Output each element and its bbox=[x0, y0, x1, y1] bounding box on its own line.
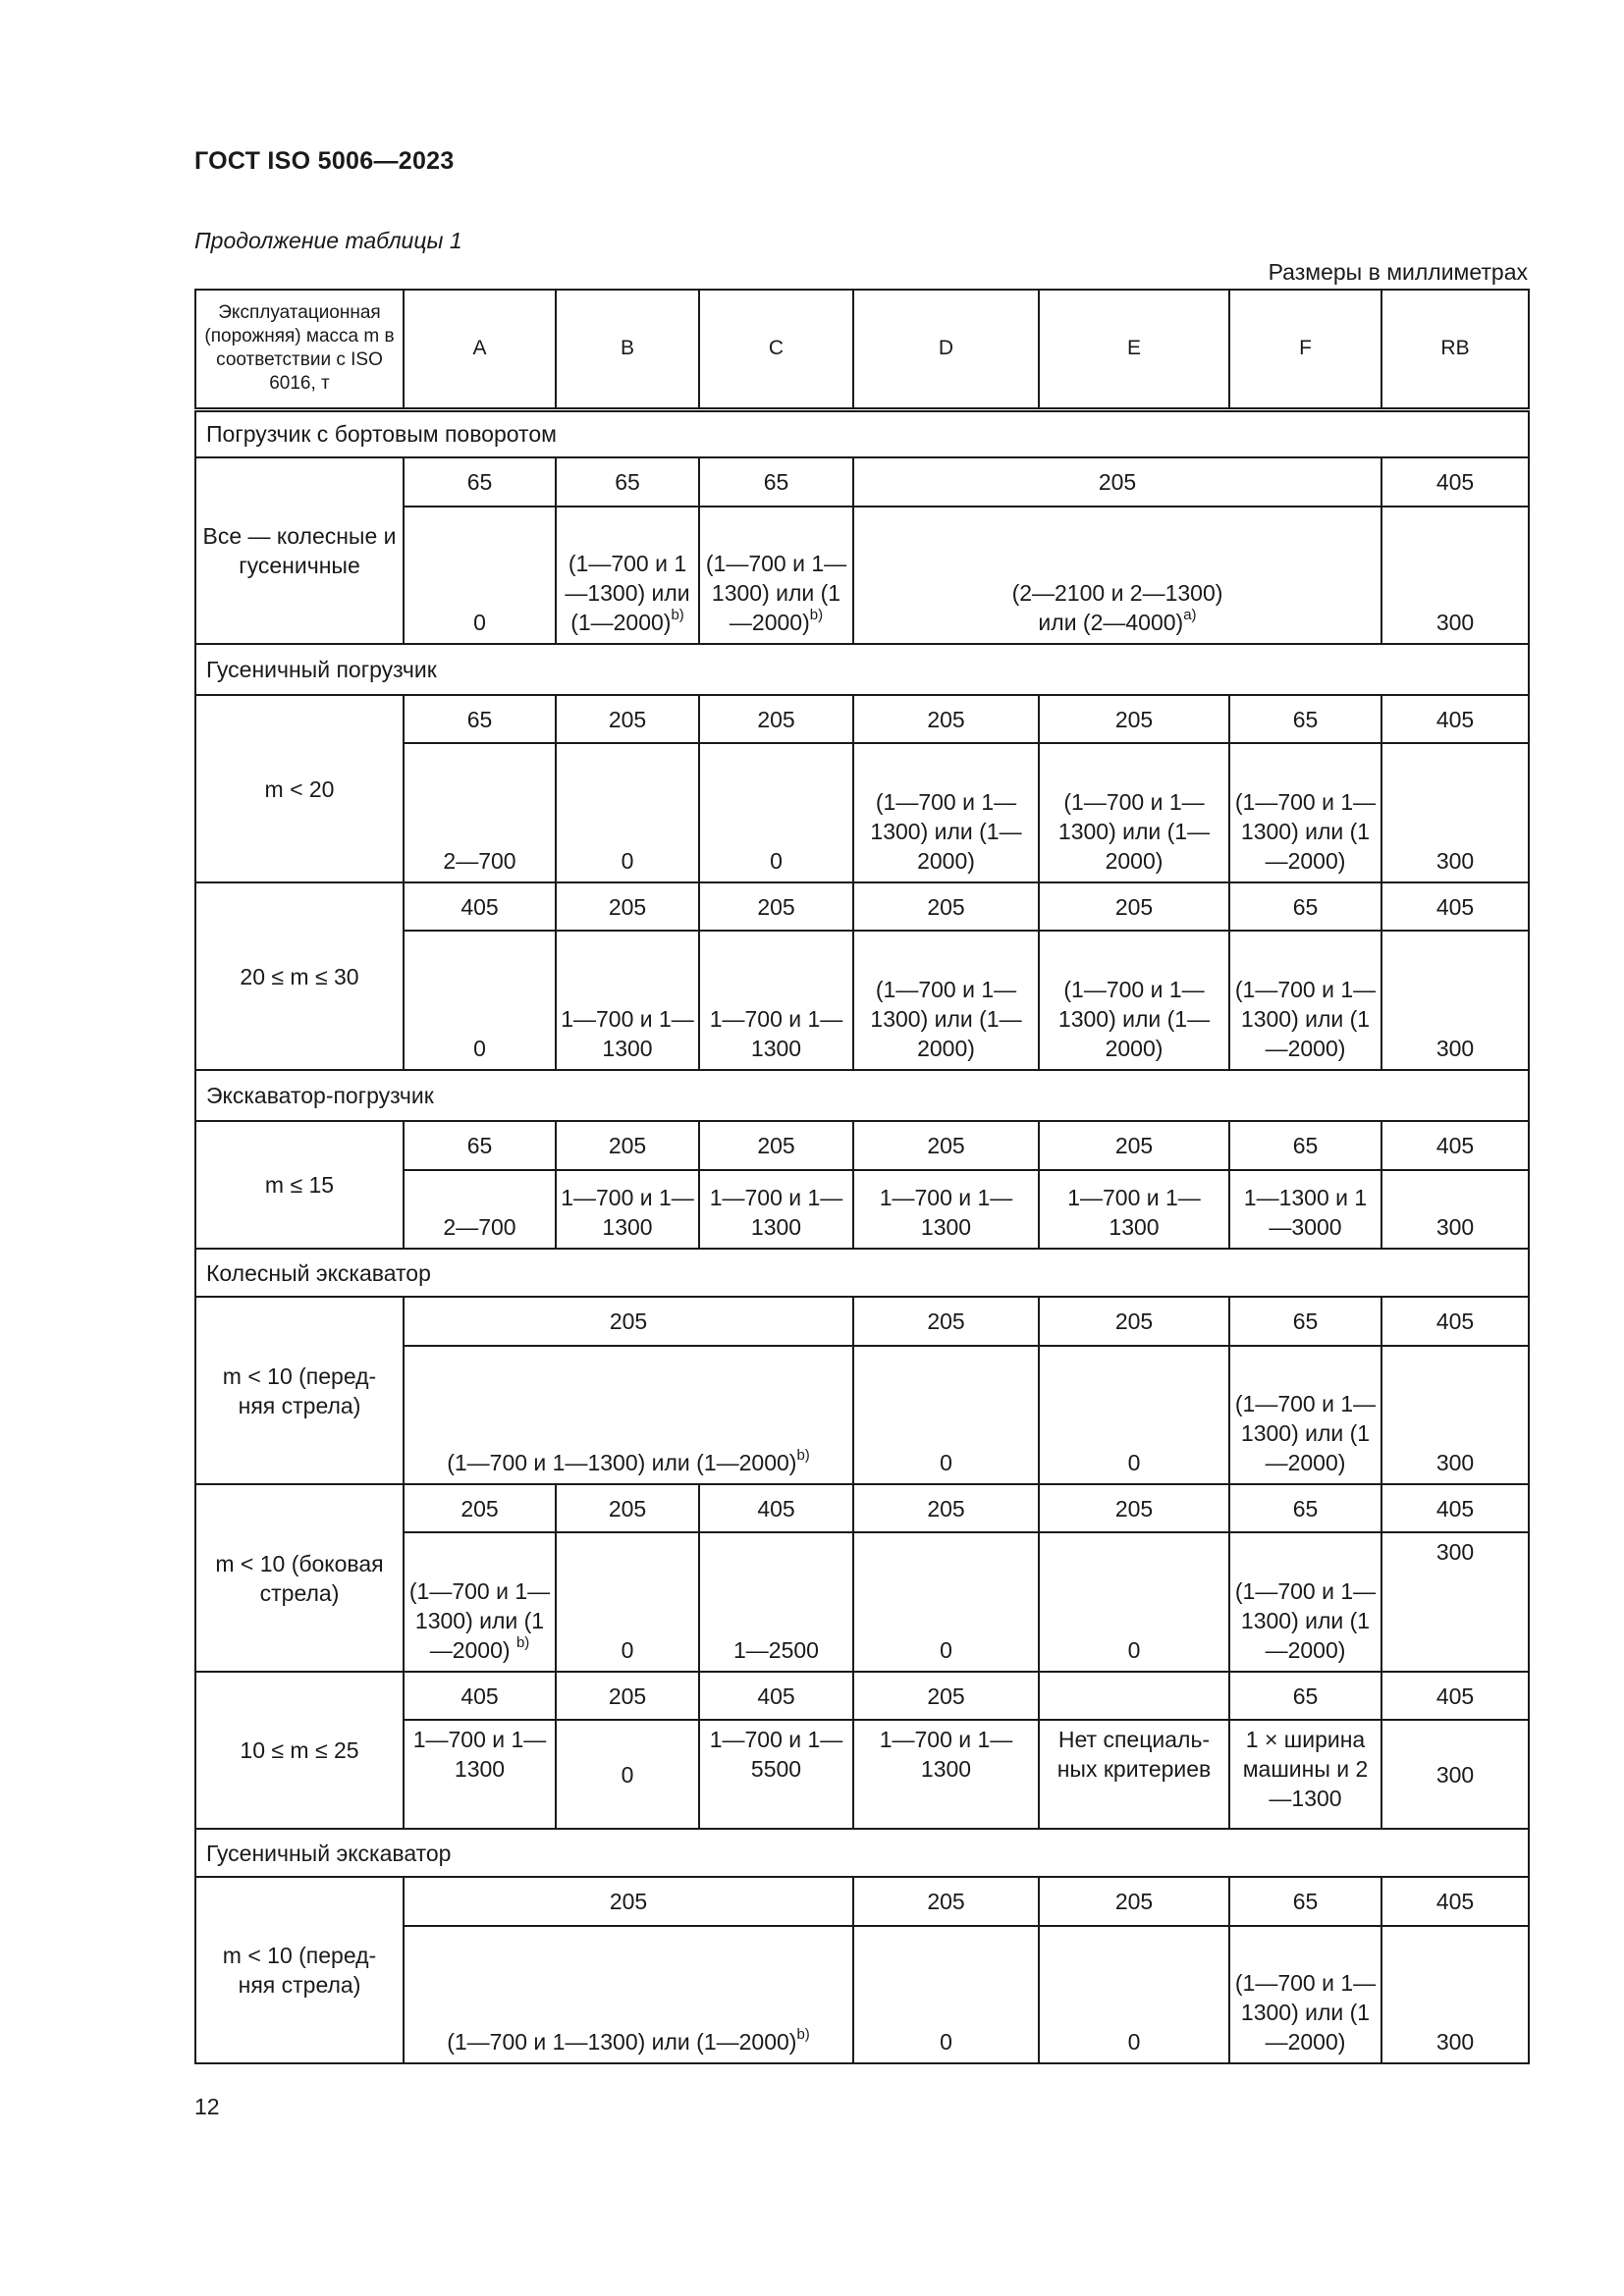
value-cell: 300 bbox=[1381, 1346, 1529, 1484]
value-cell: 205 bbox=[853, 695, 1039, 743]
value-cell: 300 bbox=[1381, 931, 1529, 1070]
table-row bbox=[195, 882, 1529, 931]
value-cell: 205 bbox=[556, 1672, 699, 1720]
category-label: Гусеничный экскаватор bbox=[195, 1829, 1529, 1877]
value-cell: 205 bbox=[699, 695, 853, 743]
value-cell: 405 bbox=[1381, 1877, 1529, 1926]
value-cell: 1—700 и 1—1300 bbox=[699, 931, 853, 1070]
value-cell: 0 bbox=[1039, 1346, 1229, 1484]
category-row bbox=[195, 644, 1529, 695]
value-cell: 65 bbox=[1229, 1297, 1381, 1346]
value-cell: 1—700 и 1—1300 bbox=[556, 931, 699, 1070]
value-cell: 65 bbox=[404, 695, 556, 743]
value-cell: 65 bbox=[1229, 882, 1381, 931]
mass-cell: m < 10 (перед-няя стрела) bbox=[195, 1877, 404, 2063]
value-cell: 405 bbox=[699, 1672, 853, 1720]
table-row bbox=[195, 1121, 1529, 1170]
value-cell: (1—700 и 1—1300) или (1—2000) bbox=[1229, 1346, 1381, 1484]
value-cell: 0 bbox=[556, 1532, 699, 1672]
value-cell: 1—700 и 1—1300 bbox=[853, 1170, 1039, 1249]
table-row bbox=[195, 1672, 1529, 1720]
footnote-ref: a) bbox=[1183, 607, 1197, 624]
category-row bbox=[195, 1249, 1529, 1297]
value-cell: 65 bbox=[1229, 1877, 1381, 1926]
category-label: Погрузчик с бортовым поворотом bbox=[195, 409, 1529, 457]
category-row bbox=[195, 1070, 1529, 1121]
value-cell: 405 bbox=[404, 882, 556, 931]
category-label: Колесный экскаватор bbox=[195, 1249, 1529, 1297]
footnote-ref: b) bbox=[671, 607, 684, 624]
value-cell: 0 bbox=[853, 1346, 1039, 1484]
table-continuation-caption: Продолжение таблицы 1 bbox=[194, 228, 462, 253]
footnote-ref: b) bbox=[809, 607, 824, 624]
value-cell: 205 bbox=[556, 1484, 699, 1532]
value-cell: 205 bbox=[1039, 882, 1229, 931]
mass-cell: m < 20 bbox=[195, 695, 404, 882]
value-cell: 205 bbox=[853, 1484, 1039, 1532]
value-cell: 205 bbox=[853, 882, 1039, 931]
table-row bbox=[195, 457, 1529, 507]
column-b-header: B bbox=[556, 290, 699, 409]
column-c-header: C bbox=[699, 290, 853, 409]
footnote-ref: b) bbox=[796, 1447, 810, 1465]
table-row bbox=[195, 1297, 1529, 1346]
value-cell: 2—700 bbox=[404, 743, 556, 882]
value-cell: 0 bbox=[404, 931, 556, 1070]
footnote-ref: b) bbox=[796, 2026, 810, 2044]
value-cell: 405 bbox=[404, 1672, 556, 1720]
value-cell bbox=[1039, 1672, 1229, 1720]
table-row bbox=[195, 695, 1529, 743]
value-cell: 205 bbox=[853, 1877, 1039, 1926]
mass-cell: Все — колесные и гусеничные bbox=[195, 457, 404, 644]
value-cell: (1—700 и 1—1300) или (1—2000)$^{b)}$ bbox=[404, 1346, 853, 1484]
value-cell: (1—700 и 1—1300) или (1—2000) bbox=[1039, 743, 1229, 882]
value-cell: 1—700 и 1—5500 bbox=[699, 1720, 853, 1829]
value-cell: 405 bbox=[1381, 1484, 1529, 1532]
category-row bbox=[195, 1829, 1529, 1877]
value-cell: 405 bbox=[1381, 882, 1529, 931]
value-cell: 300 bbox=[1381, 507, 1529, 644]
value-cell: 65 bbox=[556, 457, 699, 507]
value-cell: (1—700 и 1—1300) или (1—2000) bbox=[1229, 931, 1381, 1070]
value-cell: 0 bbox=[404, 507, 556, 644]
category-label: Гусеничный погрузчик bbox=[195, 644, 1529, 695]
value-cell: 0 bbox=[1039, 1532, 1229, 1672]
value-cell: (1—700 и 1—1300) или (1—2000) bbox=[1039, 931, 1229, 1070]
value-cell: 1—700 и 1—1300 bbox=[853, 1720, 1039, 1829]
mass-cell: m < 10 (перед-няя стрела) bbox=[195, 1297, 404, 1484]
footnote-ref: b) bbox=[515, 1634, 530, 1652]
value-cell: 1 × ширина машины и 2—1300 bbox=[1229, 1720, 1381, 1829]
value-cell: 205 bbox=[699, 1121, 853, 1170]
value-cell: 300 bbox=[1381, 1720, 1529, 1829]
value-cell: 205 bbox=[1039, 1121, 1229, 1170]
value-cell: 205 bbox=[853, 457, 1381, 507]
value-cell: 1—1300 и 1—3000 bbox=[1229, 1170, 1381, 1249]
value-cell: 205 bbox=[556, 882, 699, 931]
value-cell: 0 bbox=[556, 1720, 699, 1829]
mass-cell: m < 10 (боковая стрела) bbox=[195, 1484, 404, 1672]
value-cell: 405 bbox=[1381, 1672, 1529, 1720]
value-cell: (1—700 и 1—1300) или (1—2000) bbox=[1229, 743, 1381, 882]
category-label: Экскаватор-погрузчик bbox=[195, 1070, 1529, 1121]
value-cell: 2—700 bbox=[404, 1170, 556, 1249]
value-cell: 0 bbox=[556, 743, 699, 882]
value-cell: 405 bbox=[699, 1484, 853, 1532]
clearance-table bbox=[194, 289, 1530, 2064]
value-cell: 0 bbox=[1039, 1926, 1229, 2063]
table-row bbox=[195, 1877, 1529, 1926]
value-cell: 300 bbox=[1381, 1170, 1529, 1249]
value-cell: 65 bbox=[404, 457, 556, 507]
value-cell: 205 bbox=[404, 1484, 556, 1532]
value-cell: 65 bbox=[1229, 1121, 1381, 1170]
value-cell: 205 bbox=[556, 1121, 699, 1170]
value-cell: 205 bbox=[853, 1121, 1039, 1170]
value-cell: (1—700 и 1—1300) или (1—2000) bbox=[1229, 1926, 1381, 2063]
value-cell: 0 bbox=[699, 743, 853, 882]
value-cell: 205 bbox=[699, 882, 853, 931]
value-cell: 205 bbox=[404, 1297, 853, 1346]
value-cell: (1—700 и 1—1300) или (1—2000) bbox=[1229, 1532, 1381, 1672]
value-cell: 1—700 и 1—1300 bbox=[404, 1720, 556, 1829]
column-d-header: D bbox=[853, 290, 1039, 409]
value-cell: (1—700 и 1—1300) или (1—2000)$^{b)}$ bbox=[699, 507, 853, 644]
value-cell: (2—2100 и 2—1300) или (2—4000)$^{a)}$ bbox=[853, 507, 1381, 644]
value-cell: (1—700 и 1—1300) или (1—2000) bbox=[853, 743, 1039, 882]
value-cell: 0 bbox=[853, 1926, 1039, 2063]
document-title: ГОСТ ISO 5006—2023 bbox=[194, 147, 455, 175]
value-cell: 300 bbox=[1381, 743, 1529, 882]
value-cell: 205 bbox=[853, 1297, 1039, 1346]
value-cell: 205 bbox=[853, 1672, 1039, 1720]
value-cell: 205 bbox=[1039, 695, 1229, 743]
mass-column-header: Эксплуатационная (порожняя) масса m в соответствии с ISO 6016, т bbox=[195, 290, 404, 409]
mass-cell: 10 ≤ m ≤ 25 bbox=[195, 1672, 404, 1829]
value-cell: 65 bbox=[699, 457, 853, 507]
value-cell: 0 bbox=[853, 1532, 1039, 1672]
value-cell: 65 bbox=[1229, 1484, 1381, 1532]
value-cell: 405 bbox=[1381, 695, 1529, 743]
value-cell: (1—700 и 1—1300) или (1—2000)$^{b)}$ bbox=[404, 1926, 853, 2063]
value-cell: 1—2500 bbox=[699, 1532, 853, 1672]
page-number: 12 bbox=[194, 2094, 220, 2119]
value-cell: 1—700 и 1—1300 bbox=[1039, 1170, 1229, 1249]
value-cell: 65 bbox=[1229, 1672, 1381, 1720]
units-note: Размеры в миллиметрах bbox=[1268, 259, 1528, 285]
value-cell: 205 bbox=[404, 1877, 853, 1926]
mass-cell: m ≤ 15 bbox=[195, 1121, 404, 1249]
value-cell: 205 bbox=[1039, 1484, 1229, 1532]
category-row bbox=[195, 409, 1529, 457]
column-a-header: A bbox=[404, 290, 556, 409]
value-cell: 300 bbox=[1381, 1926, 1529, 2063]
value-cell: 1—700 и 1—1300 bbox=[699, 1170, 853, 1249]
value-cell: 65 bbox=[1229, 695, 1381, 743]
column-rb-header: RB bbox=[1381, 290, 1529, 409]
value-cell: 205 bbox=[556, 695, 699, 743]
value-cell: 205 bbox=[1039, 1297, 1229, 1346]
value-cell: Нет специаль-ных критериев bbox=[1039, 1720, 1229, 1829]
value-cell: (1—700 и 1—1300) или (1—2000)$^{b)}$ bbox=[556, 507, 699, 644]
value-cell: 405 bbox=[1381, 1297, 1529, 1346]
value-cell: (1—700 и 1—1300) или (1—2000) bbox=[853, 931, 1039, 1070]
value-cell: 1—700 и 1—1300 bbox=[556, 1170, 699, 1249]
column-f-header: F bbox=[1229, 290, 1381, 409]
table-row bbox=[195, 1484, 1529, 1532]
value-cell: (1—700 и 1—1300) или (1—2000) $^{b)}$ bbox=[404, 1532, 556, 1672]
value-cell: 300 bbox=[1381, 1532, 1529, 1672]
value-cell: 405 bbox=[1381, 457, 1529, 507]
mass-cell: 20 ≤ m ≤ 30 bbox=[195, 882, 404, 1070]
column-e-header: E bbox=[1039, 290, 1229, 409]
value-cell: 65 bbox=[404, 1121, 556, 1170]
header-row bbox=[195, 290, 1529, 409]
value-cell: 205 bbox=[1039, 1877, 1229, 1926]
value-cell: 405 bbox=[1381, 1121, 1529, 1170]
